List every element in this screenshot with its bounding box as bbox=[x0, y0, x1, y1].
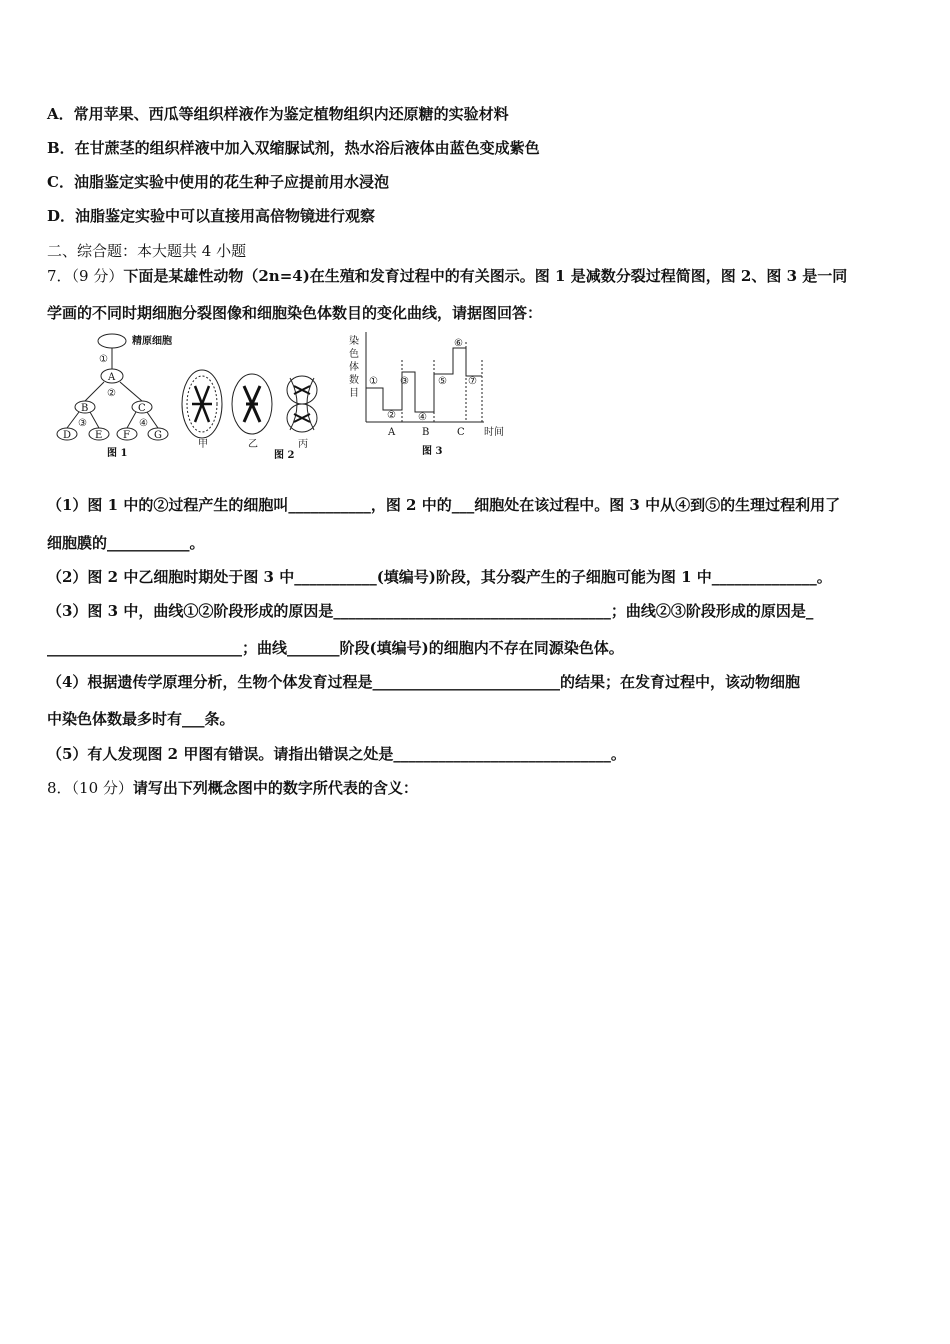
figure-3-labels bbox=[349, 334, 504, 457]
fig3-stage-1: ① bbox=[369, 376, 378, 387]
fig3-xtick-a: A bbox=[388, 427, 396, 438]
fig1-step-2: ② bbox=[107, 388, 116, 399]
fig3-ylabel-1: 染 bbox=[349, 336, 359, 347]
q8-number: 8．（10 分） bbox=[47, 779, 133, 797]
q7-sub3-line2: __________________________；曲线_______阶段(填编号)的细胞内不存在同源染色体。 bbox=[47, 639, 624, 657]
fig3-caption: 图 3 bbox=[422, 446, 443, 457]
q7-sub4-line1: （4）根据遗传学原理分析，生物个体发育过程是_________________________的结果；在发育过程中，该动物细胞 bbox=[47, 673, 800, 691]
fig3-stage-4: ④ bbox=[418, 412, 427, 423]
q7-stem-text: 下面是某雄性动物（2n=4)在生殖和发育过程中的有关图示。图 1 是减数分裂过程简图，图 2、图 3 是一同 bbox=[123, 267, 848, 285]
fig3-ylabel-4: 数 bbox=[349, 375, 359, 386]
fig2-label-jia: 甲 bbox=[198, 439, 208, 450]
fig3-xlabel: 时间 bbox=[484, 427, 504, 438]
fig1-node-d: D bbox=[63, 430, 72, 441]
q8-stem-line bbox=[47, 777, 418, 798]
fig3-ylabel-3: 体 bbox=[349, 362, 359, 373]
section-heading: 二、综合题：本大题共 4 小题 bbox=[47, 242, 247, 260]
fig3-xtick-b: B bbox=[422, 427, 430, 438]
figure-1 bbox=[57, 334, 168, 440]
fig3-stage-2: ② bbox=[387, 410, 396, 421]
fig1-step-1: ① bbox=[99, 354, 108, 365]
fig3-stage-5: ⑤ bbox=[438, 376, 447, 387]
q7-sub1-line2: 细胞膜的___________。 bbox=[47, 534, 205, 552]
fig3-ylabel-5: 目 bbox=[349, 388, 359, 399]
fig1-step-4: ④ bbox=[139, 418, 148, 429]
fig1-node-b: B bbox=[81, 403, 89, 414]
fig3-stage-3: ③ bbox=[400, 376, 409, 387]
fig1-caption: 图 1 bbox=[107, 448, 128, 459]
fig1-step-3: ③ bbox=[78, 418, 87, 429]
q7-sub5: （5）有人发现图 2 甲图有错误。请指出错误之处是_____________________________。 bbox=[47, 745, 626, 763]
fig2-label-bing: 丙 bbox=[298, 439, 308, 450]
fig1-node-a: A bbox=[108, 372, 116, 383]
option-d: D．油脂鉴定实验中可以直接用高倍物镜进行观察 bbox=[47, 207, 376, 225]
option-b: B．在甘蔗茎的组织样液中加入双缩脲试剂，热水浴后液体由蓝色变成紫色 bbox=[47, 139, 540, 157]
fig1-node-c: C bbox=[138, 403, 146, 414]
fig1-node-g: G bbox=[154, 430, 162, 441]
spermatogonium-cell bbox=[98, 334, 126, 348]
q8-stem-text: 请写出下列概念图中的数字所代表的含义： bbox=[132, 779, 418, 797]
q7-sub2: （2）图 2 中乙细胞时期处于图 3 中___________(填编号)阶段，其分裂产生的子细胞可能为图 1 中______________。 bbox=[47, 568, 832, 586]
option-c: C．油脂鉴定实验中使用的花生种子应提前用水浸泡 bbox=[47, 173, 389, 191]
fig3-stage-7: ⑦ bbox=[468, 376, 477, 387]
fig2-label-yi: 乙 bbox=[248, 439, 258, 450]
q7-number: 7．（9 分） bbox=[47, 267, 124, 285]
figure-2 bbox=[182, 370, 317, 438]
q7-sub4-line2: 中染色体数最多时有___条。 bbox=[47, 710, 235, 728]
fig2-caption: 图 2 bbox=[274, 450, 295, 460]
q7-sub3-line1: （3）图 3 中，曲线①②阶段形成的原因是_____________________________________；曲线②③阶段形成的原因是_ bbox=[47, 602, 814, 620]
fig1-node-e: E bbox=[95, 430, 103, 441]
fig1-top-label: 精原细胞 bbox=[132, 336, 172, 347]
figure-group bbox=[52, 330, 522, 460]
figure-3-axes bbox=[366, 332, 484, 422]
fig3-stage-6: ⑥ bbox=[454, 338, 463, 349]
q7-stem-line2: 学画的不同时期细胞分裂图像和细胞染色体数目的变化曲线，请据图回答： bbox=[47, 304, 543, 322]
q7-sub1-line1: （1）图 1 中的②过程产生的细胞叫___________，图 2 中的___细胞处在该过程中。图 3 中从④到⑤的生理过程利用了 bbox=[47, 496, 841, 514]
fig3-xtick-c: C bbox=[457, 427, 465, 438]
fig1-node-f: F bbox=[123, 430, 130, 441]
option-a: A．常用苹果、西瓜等组织样液作为鉴定植物组织内还原糖的实验材料 bbox=[47, 105, 509, 123]
fig3-ylabel-2: 色 bbox=[349, 349, 359, 360]
q7-stem-line1 bbox=[47, 265, 847, 286]
